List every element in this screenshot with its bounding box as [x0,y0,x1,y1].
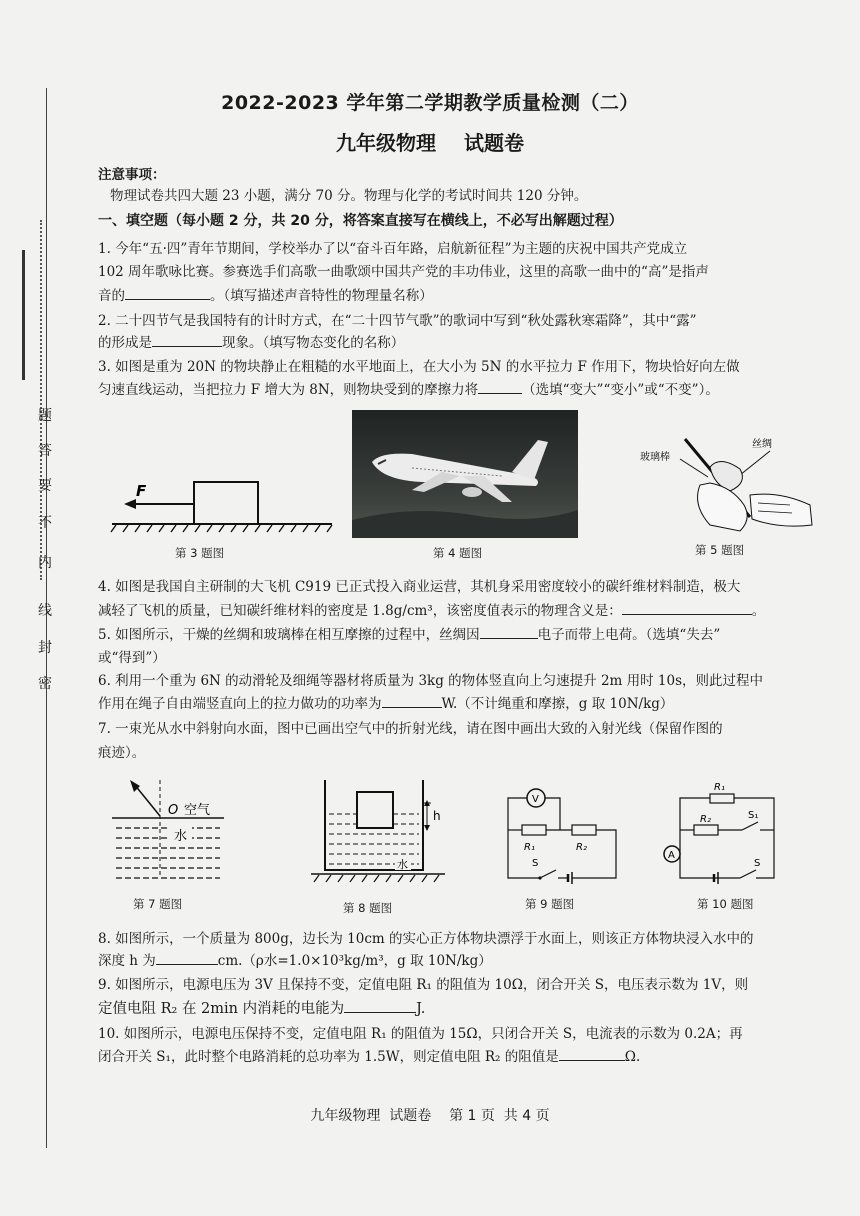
q6-text-a: 作用在绳子自由端竖直向上的拉力做功的功率为 [98,696,382,712]
q8-line2 [98,952,828,970]
q5-line2: 或“得到”） [98,650,166,666]
q9-text-b: J. [416,1001,426,1017]
section-1-title: 一、填空题（每小题 2 分，共 20 分，将答案直接写在横线上，不必写出解题过程） [98,213,623,229]
q4-text-a: 减轻了飞机的质量，已知碳纤维材料的密度是 1.8g/cm³，该密度值表示的物理含义是： [98,603,622,619]
q7-line1: 7. 一束光从水中斜射向水面，图中已画出空气中的折射光线，请在图中画出大致的入射光线（保留作图的 [98,721,723,737]
figure-9 [500,782,630,890]
figure-3 [106,470,336,535]
q10-line2 [98,1048,828,1066]
caption-fig9: 第 9 题图 [525,897,575,911]
water-label: 水 [397,858,408,871]
depth-label: h [433,809,441,823]
q10-line1: 10. 如图所示，电源电压保持不变，定值电阻 R₁ 的阻值为 15Ω，只闭合开关 S，电流表的示数为 0.2A；再 [98,1026,743,1042]
r2-label: R₂ [576,842,587,853]
q6-text-b: W.（不计绳重和摩擦，g 取 10N/kg） [441,696,674,712]
notice-text: 物理试卷共四大题 23 小题，满分 70 分。物理与化学的考试时间共 120 分钟。 [110,188,588,204]
figure-4-airplane-photo [352,410,578,538]
r2-label: R₂ [700,814,711,825]
q5-line1 [98,626,828,644]
answer-blank[interactable] [152,334,222,347]
caption-fig3: 第 3 题图 [175,546,225,560]
caption-fig8: 第 8 题图 [343,901,393,915]
q8-text-a: 深度 h 为 [98,953,156,969]
q1-line3 [98,287,828,305]
side-char: 要 [38,478,52,494]
q4-line2 [98,602,828,620]
q1-line2: 102 周年歌咏比赛。参赛选手们高歌一曲歌颂中国共产党的丰功伟业，这里的高歌一曲中的“高”是指声 [98,264,709,280]
q9-line1: 9. 如图所示，电源电压为 3V 且保持不变，定值电阻 R₁ 的阻值为 10Ω，闭合开关 S，电压表示数为 1V，则 [98,977,749,993]
caption-fig4: 第 4 题图 [433,546,483,560]
q1-text-a: 音的 [98,288,125,304]
exam-title: 2022-2023 学年第二学期教学质量检测（二） [221,92,639,114]
r1-label: R₁ [524,842,535,853]
q1-line1: 1. 今年“五·四”青年节期间，学校举办了以“奋斗百年路，启航新征程”为主题的庆祝中国共产党成立 [98,241,688,257]
q3-line1: 3. 如图是重为 20N 的物块静止在粗糙的水平地面上，在大小为 5N 的水平拉力 F 作用下，物块恰好向左做 [98,359,740,375]
silk-label: 丝绸 [752,439,772,450]
q5-text-a: 5. 如图所示，干燥的丝绸和玻璃棒在相互摩擦的过程中，丝绸因 [98,627,480,643]
q10-text-a: 闭合开关 S₁，此时整个电路消耗的总功率为 1.5W，则定值电阻 R₂ 的阻值是 [98,1049,559,1065]
caption-fig10: 第 10 题图 [697,897,754,911]
answer-blank[interactable] [382,695,442,708]
q9-line2 [98,1000,828,1018]
page-footer: 九年级物理 试题卷 第 1 页 共 4 页 [310,1108,550,1124]
q4-line1: 4. 如图是我国自主研制的大飞机 C919 已正式投入商业运营，其机身采用密度较小的碳纤维材料制造，极大 [98,579,741,595]
q8-line1: 8. 如图所示，一个质量为 800g，边长为 10cm 的实心正方体物块漂浮于水面上，则该正方体物块浸入水中的 [98,931,754,947]
side-char: 内 [38,555,52,571]
answer-blank[interactable] [480,626,538,639]
glass-rod-label: 玻璃棒 [640,452,670,463]
caption-fig7: 第 7 题图 [133,897,183,911]
paper-label: 试题卷 [464,131,524,155]
side-char: 题 [38,408,52,424]
q8-text-b: cm.（ρ水=1.0×10³kg/m³，g 取 10N/kg） [217,953,492,969]
subject-label: 九年级物理 [336,131,436,155]
q3-text-b: （选填“变大”“变小”或“不变”）。 [522,382,719,398]
figure-8 [305,776,455,886]
q10-text-b: Ω. [624,1049,641,1065]
side-char: 密 [38,676,52,692]
figure-5 [640,425,820,535]
q6-line1: 6. 利用一个重为 6N 的动滑轮及细绳等器材将质量为 3kg 的物体竖直向上匀速提升 2m 用时 10s，则此过程中 [98,673,764,689]
q2-line1: 2. 二十四节气是我国特有的计时方式，在“二十四节气歌”的歌词中写到“秋处露秋寒霜降”，其中“露” [98,313,697,329]
answer-blank[interactable] [156,952,218,965]
ammeter-label: A [668,850,675,861]
q6-line2 [98,695,828,713]
side-char: 不 [38,515,52,531]
voltmeter-label: V [532,794,539,805]
q1-text-b: 。（填写描述声音特性的物理量名称） [210,288,433,304]
exam-subtitle [0,127,860,156]
figure-7 [108,778,228,890]
q5-text-b: 电子而带上电荷。（选填“失去” [537,627,721,643]
r1-label: R₁ [714,782,725,793]
q2-text-b: 现象。（填写物态变化的名称） [222,335,405,351]
q7-line2: 痕迹）。 [98,745,146,761]
answer-blank[interactable] [478,381,522,394]
binding-margin-bar [22,250,25,380]
q3-line2 [98,381,828,399]
s1-label: S₁ [748,810,759,821]
caption-fig5: 第 5 题图 [695,543,745,557]
answer-blank[interactable] [344,1000,416,1013]
switch-label: S [532,858,539,869]
force-label: F [136,482,147,500]
answer-blank[interactable] [125,287,210,300]
side-char: 答 [38,443,52,459]
point-o-label: O [168,803,179,818]
side-char: 封 [38,640,52,656]
notice-heading: 注意事项： [98,167,166,183]
switch-label: S [754,858,761,869]
q4-text-b: 。 [751,603,766,619]
answer-blank[interactable] [622,602,752,615]
q2-line2 [98,334,828,352]
water-label: 水 [174,829,188,844]
q3-text-a: 匀速直线运动，当把拉力 F 增大为 8N，则物块受到的摩擦力将 [98,382,479,398]
air-label: 空气 [184,803,211,818]
answer-blank[interactable] [559,1048,625,1061]
side-char: 线 [38,603,52,619]
q2-text-a: 的形成是 [98,335,152,351]
q9-text-a: 定值电阻 R₂ 在 2min 内消耗的电能为 [98,1001,345,1017]
figure-10 [656,778,796,888]
